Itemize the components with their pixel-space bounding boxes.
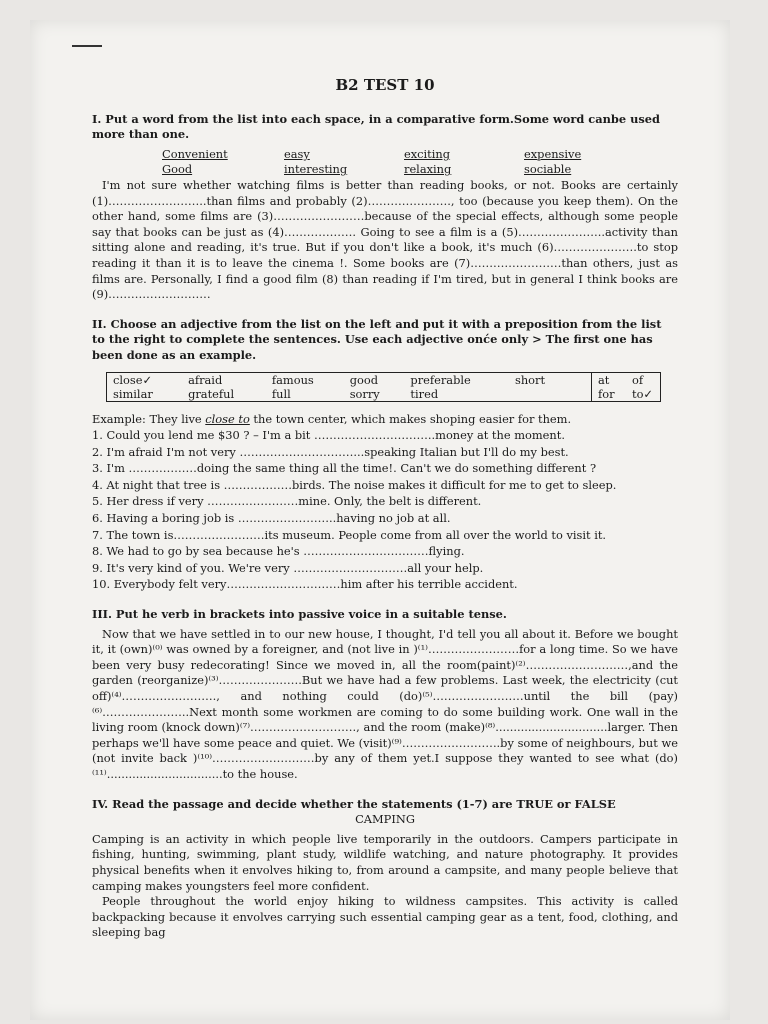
word-item: exciting	[404, 146, 451, 161]
preposition-cell: for	[592, 387, 627, 402]
preposition-cell: of	[632, 372, 644, 387]
adjective-cell: preferable	[410, 372, 471, 387]
adjective-cell: similar	[113, 386, 153, 401]
section-3	[92, 607, 678, 783]
example-answer: close to	[205, 411, 250, 426]
section-1-paragraph: I'm not sure whether watching films is better than reading books, or not. Books are certainly (1)……………………..than films and probably (2)…………………., too (because you keep them). On the other hand, some films are (3)……………………because of the special effects, although some people say that books can be just as (4)………………. Going to see a film is a (5)…………………..activity than sitting alone and reading, it's true. But if you don't like a book, it's much (6)………………….to stop reading it than it is to leave the cinema !. Some books are (7)……………………than others, just as films are. Personally, I find a good film (8) than reading if I'm tired, but in general I think books are (9)………………………	[92, 177, 678, 302]
exercise-sentence: 1. Could you lend me $30 ? – I'm a bit …………………………..money at the moment.	[92, 428, 565, 443]
word-item: expensive	[524, 146, 582, 161]
word-box	[106, 372, 661, 402]
adjective-cell: full	[271, 386, 291, 401]
word-item: relaxing	[404, 162, 452, 177]
exercise-sentence: 3. I'm ………………doing the same thing all the time!. Can't we do something different ?	[92, 461, 597, 476]
adjective-cell: sorry	[349, 386, 380, 401]
exercise-sentence: 9. It's very kind of you. We're very …………………………all your help.	[92, 560, 484, 575]
adjective-cell: good	[349, 372, 379, 387]
word-item: sociable	[524, 162, 572, 177]
exercise-sentence: 5. Her dress if very ……………………mine. Only, the belt is different.	[92, 494, 482, 509]
adjective-cell: famous	[271, 372, 314, 387]
adjective-cell: tired	[410, 386, 439, 401]
exercise-sentence: 6. Having a boring job is ……………………..having no job at all.	[92, 511, 451, 526]
page-title: B2 TEST 10	[335, 76, 435, 94]
adjective-cell: afraid	[188, 372, 223, 387]
section-2	[92, 317, 678, 593]
preposition-cell: to✓	[632, 386, 653, 401]
preposition-cell: at	[592, 372, 627, 387]
passage-heading: CAMPING	[355, 812, 415, 827]
margin-mark	[72, 45, 102, 47]
exercise-sentence: 7. The town is……………………its museum. People come from all over the world to visit it.	[92, 527, 607, 542]
word-item: interesting	[284, 162, 348, 177]
section-1	[92, 112, 678, 303]
exercise-sentence: 4. At night that tree is ………………birds. The noise makes it difficult for me to get to sleep.	[92, 477, 617, 492]
example-prefix: Example: They live	[92, 411, 206, 426]
passage-paragraph: People throughout the world enjoy hiking to wildness campsites. This activity is called backpacking because it envolves carrying such essential camping gear as a tent, food, clothing, and sleeping bag	[92, 894, 678, 940]
word-item: Convenient	[162, 146, 228, 161]
word-item: Good	[162, 162, 193, 177]
section-4-instruction: IV. Read the passage and decide whether the statements (1-7) are TRUE or FALSE	[92, 796, 616, 811]
word-list	[162, 147, 678, 178]
section-3-instruction: III. Put he verb in brackets into passive voice in a suitable tense.	[92, 607, 507, 622]
adjective-cell: grateful	[188, 386, 235, 401]
section-2-instruction: II. Choose an adjective from the list on the left and put it with a preposition from the list to the right to complete the sentences. Use each adjective onće only > The first one has been done as an example.	[92, 316, 662, 362]
example-suffix: the town center, which makes shoping easier for them.	[249, 411, 572, 426]
document-content	[92, 78, 678, 955]
section-4	[92, 797, 678, 941]
word-item: easy	[284, 146, 310, 161]
adjective-cell	[509, 387, 592, 402]
adjective-cell: short	[515, 372, 546, 387]
section-3-paragraph: Now that we have settled in to our new house, I thought, I'd tell you all about it. Before we bought it, it (own)⁽⁰⁾ was owned by a foreigner, and (not live in )⁽¹⁾……………………for a long time. So we have been very busy redecorating! Since we moved in, all the room(paint)⁽²⁾………………………,and the garden (reorganize)⁽³⁾………………….But we have had a few problems. Last week, the electricity (cut off)⁽⁴⁾……………………., and nothing could (do)⁽⁵⁾……………………until the bill (pay)⁽⁶⁾…………………..Next month some workmen are coming to do some building work. One wall in the living room (knock down)⁽⁷⁾………………………., and the room (make)⁽⁸⁾...............................larger. Then perhaps we'll have some peace and quiet. We (visit)⁽⁹⁾……………………..by some of neighbours, but we (not invite back )⁽¹⁰⁾………………………by any of them yet.I suppose they wanted to see what (do)⁽¹¹⁾................................to the house.	[92, 626, 678, 781]
passage-paragraph: Camping is an activity in which people live temporarily in the outdoors. Campers participate in fishing, hunting, swimming, plant study, wildlife watching, and nature photography. It provides physical benefits when it envolves hiking to, from around a campsite, and many people believe that camping makes youngsters feel more confident.	[92, 831, 678, 893]
exercise-sentence: 2. I'm afraid I'm not very …………………………...speaking Italian but I'll do my best.	[92, 444, 569, 459]
section-1-instruction: I. Put a word from the list into each space, in a comparative form.Some word canbe used more than one.	[92, 111, 660, 142]
exercise-sentence: 10. Everybody felt very…………………………him after his terrible accident.	[92, 577, 518, 592]
exercise-sentence: 8. We had to go by sea because he's ……………………………flying.	[92, 544, 465, 559]
example-sentence	[92, 412, 678, 428]
adjective-cell: close✓	[113, 372, 153, 387]
